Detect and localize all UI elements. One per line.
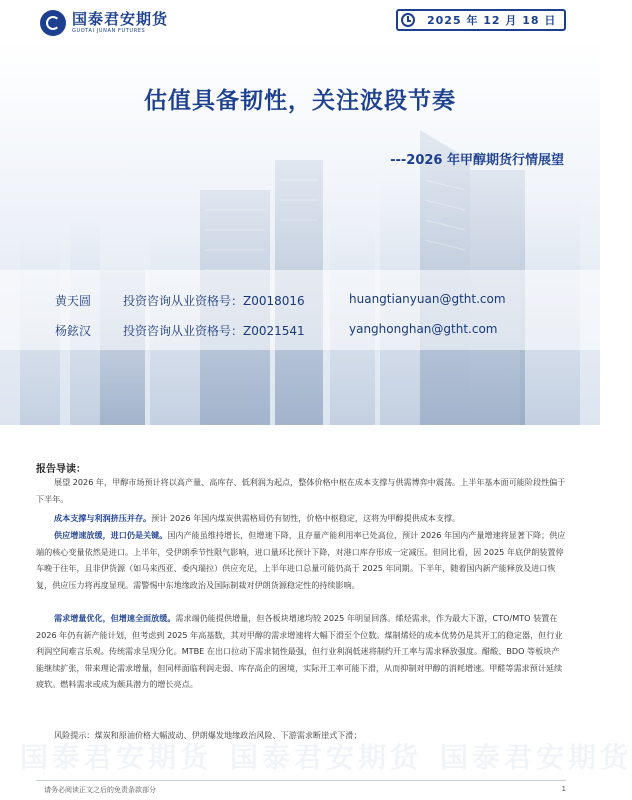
intro-paragraph: 需求增量优化，但增速全面放缓。需求端仍能提供增量，但各板块增速均较 2025 年明显回落。烯烃需求，作为最大下游，CTO/MTO 装置在 2026 年仍有新产能计划，但考虑到 2025 年高基数，其对甲醇的需求增速将大幅下滑至个位数。煤制烯烃的成本优势仍是其开工的稳定器，但行业利润空间难言乐观。传统需求呈现分化。MTBE 在出口拉动下需求韧性最强，但行业利润低迷将制约开工率与需求释放强度。醋酸、BDO 等板块产能继续扩张，带来理论需求增量，但同样面临利润走弱、库存高企的困境，实际开工率可能下滑，从而抑制对甲醇的消耗增速。甲醛等需求预计延续疲软。燃料需求或成为颇具潜力的增长亮点。 <box>36 613 563 689</box>
intro-paragraph: 展望 2026 年，甲醇市场预计将以高产量、高库存、低利润为起点，整体价格中枢在成本支撑与供需博弈中震荡。上半年基本面可能阶段性偏于下半年。 <box>36 477 566 504</box>
risk-warning: 风险提示：煤炭和原油价格大幅波动、伊朗爆发地缘政治风险、下游需求断崖式下滑； <box>54 730 362 740</box>
company-logo <box>40 10 168 36</box>
logo-mark-icon <box>40 10 66 36</box>
footer-disclaimer: 请务必阅读正文之后的免责条款部分 <box>44 786 156 794</box>
report-subtitle: ---2026 年甲醇期货行情展望 <box>390 153 564 168</box>
clock-icon <box>401 13 415 27</box>
author-email[interactable]: huangtianyuan@gtht.com <box>349 292 506 306</box>
watermark: 国泰君安期货 <box>230 741 423 774</box>
paragraph-lead: 供应增速放缓，进口仍是关键。 <box>54 530 168 540</box>
intro-paragraph: 成本支撑与利润挤压并存。预计 2026 年国内煤炭供需格局仍有韧性，价格中枢稳定，这将为甲醇提供成本支撑。 <box>54 513 461 523</box>
watermark: 国泰君安期货 <box>440 741 632 774</box>
footer-divider <box>36 780 566 781</box>
paragraph-lead: 成本支撑与利润挤压并存。 <box>54 513 152 523</box>
author-name: 黄天圆 <box>55 294 92 308</box>
author-email[interactable]: yanghonghan@gtht.com <box>349 322 498 336</box>
intro-heading: 报告导读： <box>36 464 86 475</box>
page-number: 1 <box>561 785 566 793</box>
report-date: 2025 年 12 月 18 日 <box>427 14 557 27</box>
author-name: 杨鉉汉 <box>55 324 92 338</box>
logo-name-cn: 国泰君安期货 <box>72 10 169 28</box>
intro-paragraph: 供应增速放缓，进口仍是关键。国内产能虽维持增长，但增速下降，且存量产能利用率已处高位，预计 2026 年国内产量增速将显著下降；供应端的核心变量依然是进口。上半年，受伊朗季节性限气影响，进口量环比预计下降，对港口库存形成一定减压。但同比看，因 2025 年底伊朗装置停车晚于往年，且非伊货源（如马来西亚、委内瑞拉）供应充足，上半年进口总量可能仍高于 2025 年同期。下半年，随着国内新产能释放及进口恢复，供应压力将再度显现。需警惕中东地缘政治及国际制裁对伊朗货源稳定性的持续影响。 <box>36 530 566 590</box>
report-date-box <box>396 9 566 31</box>
author-cert: 投资咨询从业资格号：Z0021541 <box>123 324 305 338</box>
report-title: 估值具备韧性，关注波段节奏 <box>144 88 456 114</box>
logo-name-en: GUOTAI JUNAN FUTURES <box>72 28 146 34</box>
paragraph-lead: 需求增量优化，但增速全面放缓。 <box>54 613 176 623</box>
watermark: 国泰君安期货 <box>20 741 213 774</box>
author-cert: 投资咨询从业资格号：Z0018016 <box>123 294 305 308</box>
cover-hero <box>0 40 600 425</box>
